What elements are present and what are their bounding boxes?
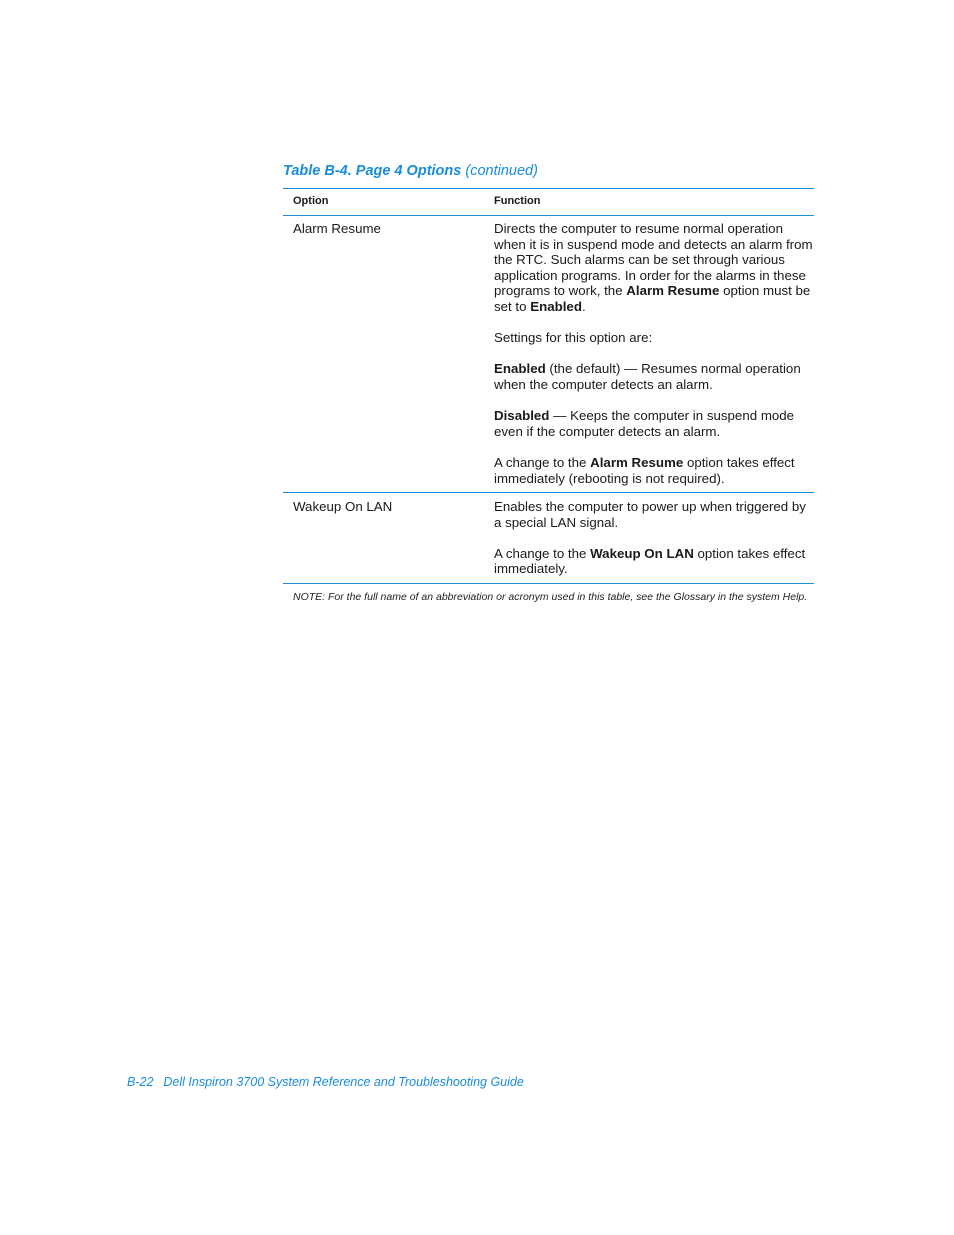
bold-term: Enabled (494, 361, 546, 377)
text-run: A change to the (494, 545, 591, 561)
row-wakeup-on-lan-function (494, 499, 814, 577)
table-top-rule (283, 188, 814, 189)
page-number: B-22 (127, 1075, 154, 1089)
text-run: Directs the computer to resume normal operation when it is in suspend mode and detects an alarm from the RTC. Such alarms can be set through various application programs. In order for the alarms in these programs to work, the (494, 221, 813, 299)
function-paragraph (494, 546, 814, 577)
table-title (283, 163, 538, 179)
page-footer (127, 1075, 524, 1089)
function-paragraph: Enables the computer to power up when triggered by a special LAN signal. (494, 499, 806, 530)
text-run: option takes effect immediately. (494, 545, 806, 577)
row-wakeup-on-lan-option: Wakeup On LAN (293, 499, 393, 514)
text-run: option takes effect immediately (rebooting is not required). (494, 454, 795, 486)
text-run: — Keeps the computer in suspend mode even if the computer detects an alarm. (494, 408, 795, 439)
table-title-continued: (continued) (465, 163, 538, 179)
table-bottom-rule (283, 583, 814, 584)
table-title-label: Table B-4. Page 4 Options (283, 163, 462, 179)
bold-term: Alarm Resume (626, 283, 720, 299)
text-run: option must be set to (494, 283, 811, 314)
function-paragraph (494, 361, 814, 392)
function-paragraph (494, 408, 814, 439)
document-title: Dell Inspiron 3700 System Reference and Troubleshooting Guide (163, 1075, 524, 1089)
column-header-function: Function (494, 195, 541, 207)
bold-term: Alarm Resume (590, 454, 684, 470)
table-note: NOTE: For the full name of an abbreviation or acronym used in this table, see the Glossary in the system Help. (293, 591, 808, 603)
text-run: . (581, 298, 586, 314)
function-paragraph (494, 455, 814, 486)
bold-term: Disabled (494, 408, 550, 424)
row-alarm-resume-option: Alarm Resume (293, 221, 381, 236)
function-paragraph: Settings for this option are: (494, 330, 653, 346)
bold-term: Wakeup On LAN (590, 545, 694, 561)
bold-term: Enabled (530, 298, 582, 314)
text-run: A change to the (494, 454, 591, 470)
text-run: (the default) — Resumes normal operation when the computer detects an alarm. (494, 361, 801, 392)
row-divider (283, 492, 814, 493)
column-header-option: Option (293, 195, 329, 207)
header-rule (283, 215, 814, 216)
function-paragraph (494, 221, 814, 315)
row-alarm-resume-function (494, 221, 814, 486)
